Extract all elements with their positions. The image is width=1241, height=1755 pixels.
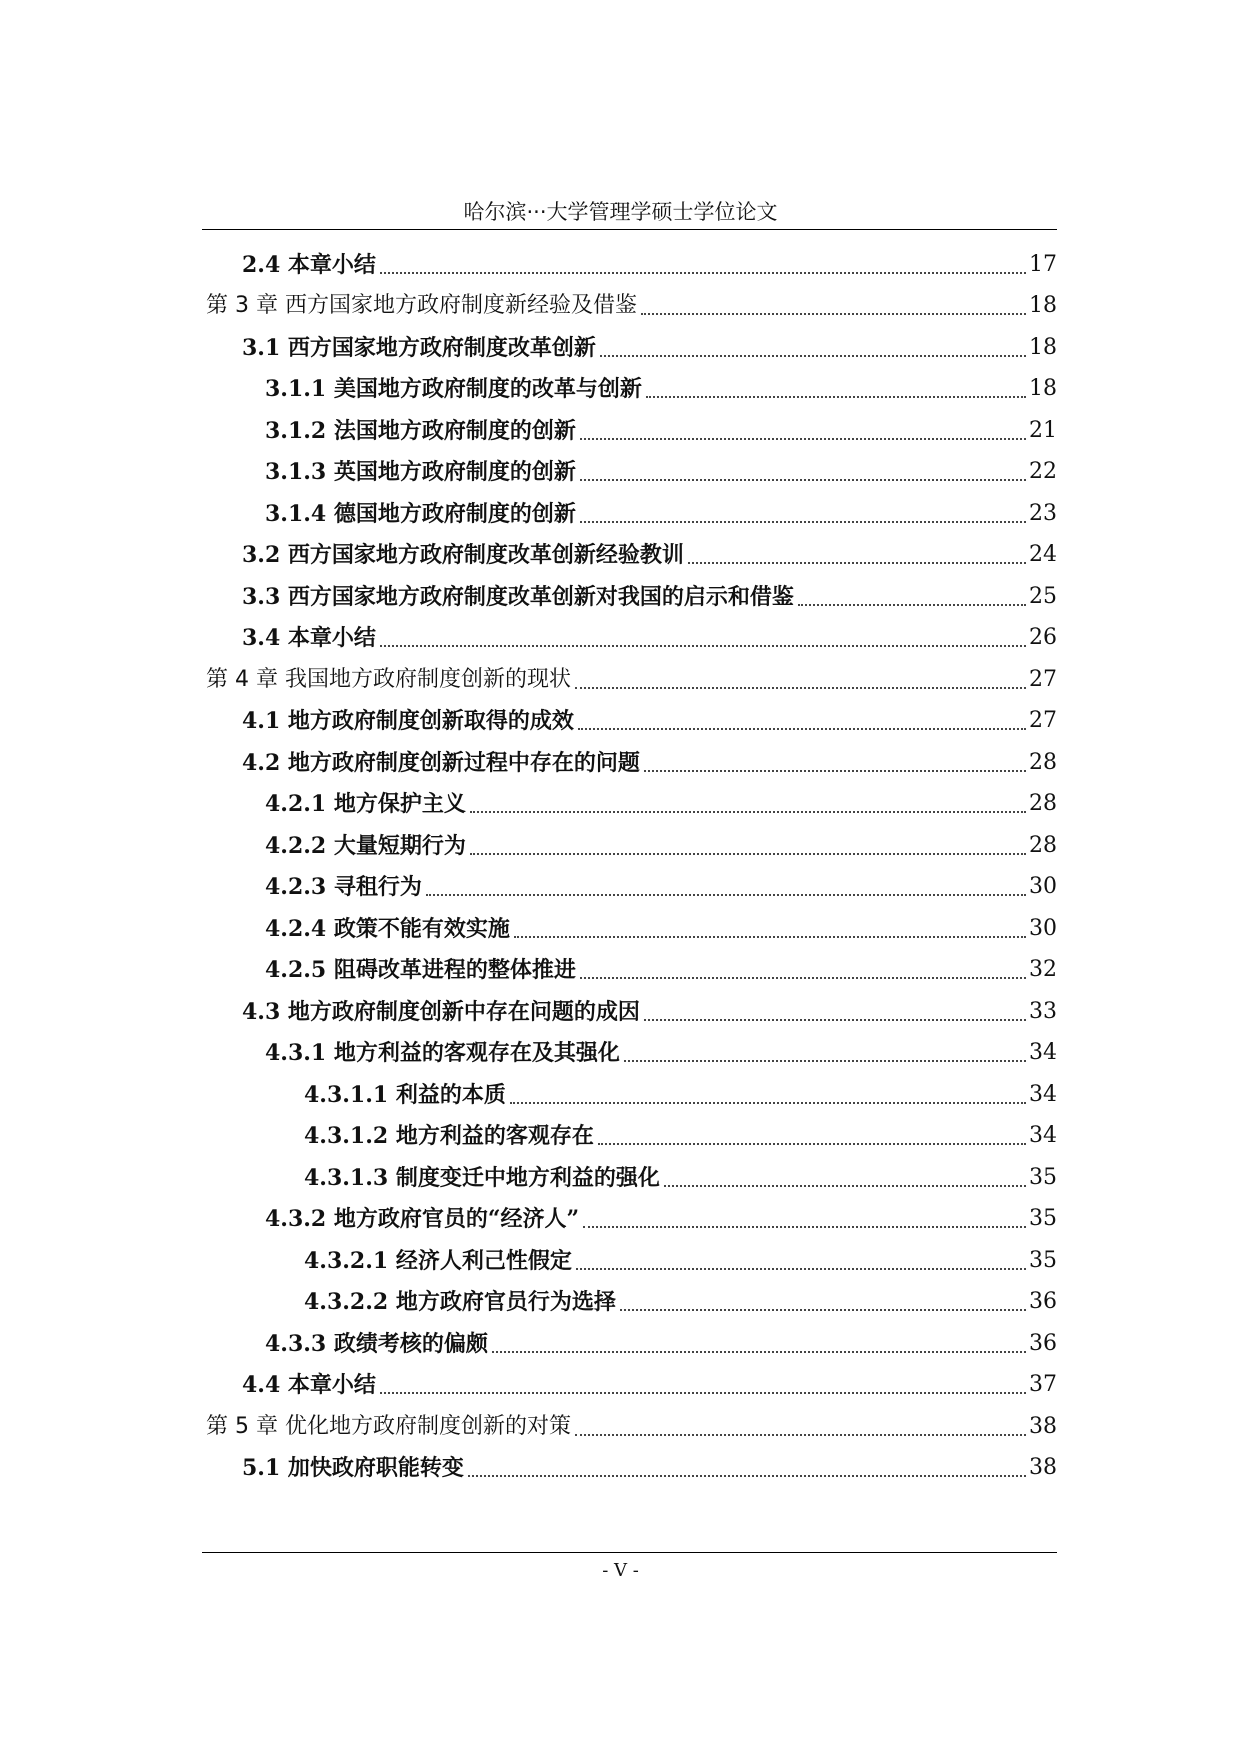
toc-entry[interactable]	[202, 1193, 1057, 1235]
dot-leader	[380, 645, 1026, 647]
toc-entry[interactable]	[202, 1151, 1057, 1193]
dot-leader	[575, 687, 1026, 689]
toc-entry-page-number: 21	[1029, 417, 1057, 443]
toc-entry-label: 4.2 地方政府制度创新过程中存在的问题	[242, 749, 640, 776]
toc-entry-label: 4.3 地方政府制度创新中存在问题的成因	[242, 998, 640, 1025]
toc-entry-page-number: 36	[1029, 1289, 1057, 1314]
toc-entry-page-number: 18	[1029, 334, 1057, 360]
header-rule	[202, 229, 1057, 230]
dot-leader	[624, 1060, 1026, 1062]
toc-entry[interactable]	[202, 570, 1057, 612]
toc-entry-page-number: 22	[1029, 459, 1057, 484]
toc-entry-page-number: 27	[1029, 708, 1057, 733]
toc-entry-label: 4.2.2 大量短期行为	[265, 832, 466, 859]
dot-leader	[575, 1434, 1026, 1436]
dot-leader	[576, 1268, 1026, 1270]
toc-entry-label: 4.2.4 政策不能有效实施	[265, 915, 510, 942]
toc-entry[interactable]	[202, 1234, 1057, 1276]
toc-entry-label: 4.3.3 政绩考核的偏颇	[265, 1330, 488, 1357]
toc-entry[interactable]	[202, 1276, 1057, 1318]
dot-leader	[644, 1019, 1026, 1021]
toc-entry[interactable]	[202, 404, 1057, 446]
toc-entry-page-number: 28	[1029, 749, 1057, 775]
toc-entry-label: 第 3 章 西方国家地方政府制度新经验及借鉴	[206, 293, 637, 318]
dot-leader	[620, 1309, 1026, 1311]
dot-leader	[426, 894, 1026, 896]
toc-entry[interactable]	[202, 985, 1057, 1027]
toc-entry-page-number: 35	[1029, 1206, 1057, 1231]
toc-entry-label: 3.3 西方国家地方政府制度改革创新对我国的启示和借鉴	[242, 583, 794, 610]
dot-leader	[646, 396, 1026, 398]
dot-leader	[688, 562, 1026, 564]
table-of-contents	[202, 238, 1057, 1483]
toc-entry-label: 4.2.5 阻碍改革进程的整体推进	[265, 957, 576, 983]
dot-leader	[492, 1351, 1026, 1353]
dot-leader	[580, 479, 1026, 481]
toc-entry-label: 4.3.2 地方政府官员的“经济人”	[265, 1206, 580, 1232]
toc-entry[interactable]	[202, 612, 1057, 654]
toc-entry-label: 4.2.1 地方保护主义	[265, 791, 466, 817]
toc-chapter-entry[interactable]	[202, 280, 1057, 322]
toc-entry-label: 4.3.1.2 地方利益的客观存在	[304, 1123, 594, 1149]
toc-entry[interactable]	[202, 446, 1057, 488]
toc-entry[interactable]	[202, 819, 1057, 861]
dot-leader	[798, 604, 1026, 606]
toc-entry-label: 4.3.1.1 利益的本质	[304, 1081, 506, 1108]
toc-entry-page-number: 32	[1029, 957, 1057, 982]
dot-leader	[468, 1475, 1026, 1477]
dot-leader	[380, 272, 1026, 274]
toc-chapter-entry[interactable]	[202, 1400, 1057, 1442]
toc-entry[interactable]	[202, 736, 1057, 778]
dot-leader	[380, 1392, 1026, 1394]
toc-entry-page-number: 36	[1029, 1330, 1057, 1356]
toc-entry[interactable]	[202, 695, 1057, 737]
toc-entry-page-number: 34	[1029, 1123, 1057, 1148]
toc-entry-page-number: 30	[1029, 915, 1057, 941]
toc-entry-page-number: 28	[1029, 832, 1057, 858]
toc-entry-label: 4.4 本章小结	[242, 1372, 376, 1398]
toc-entry-label: 3.1.1 美国地方政府制度的改革与创新	[265, 376, 642, 402]
dot-leader	[580, 521, 1026, 523]
page-number: - V -	[602, 1560, 639, 1581]
toc-entry-page-number: 18	[1029, 293, 1057, 318]
toc-entry-label: 3.1.2 法国地方政府制度的创新	[265, 417, 576, 444]
footer-rule	[202, 1552, 1057, 1553]
toc-entry[interactable]	[202, 778, 1057, 820]
toc-entry[interactable]	[202, 487, 1057, 529]
toc-entry-label: 3.1 西方国家地方政府制度改革创新	[242, 334, 596, 361]
toc-entry-page-number: 23	[1029, 500, 1057, 526]
toc-entry[interactable]	[202, 321, 1057, 363]
toc-entry-page-number: 34	[1029, 1081, 1057, 1107]
toc-entry[interactable]	[202, 1442, 1057, 1484]
toc-entry-label: 5.1 加快政府职能转变	[242, 1455, 464, 1481]
toc-entry-label: 4.3.1 地方利益的客观存在及其强化	[265, 1040, 620, 1066]
toc-entry[interactable]	[202, 861, 1057, 903]
dot-leader	[470, 811, 1026, 813]
toc-entry-label: 3.1.3 英国地方政府制度的创新	[265, 459, 576, 485]
toc-entry-page-number: 38	[1029, 1413, 1057, 1439]
toc-entry[interactable]	[202, 1110, 1057, 1152]
toc-entry[interactable]	[202, 238, 1057, 280]
toc-entry-page-number: 17	[1029, 251, 1057, 277]
toc-entry-label: 3.1.4 德国地方政府制度的创新	[265, 500, 576, 527]
toc-entry[interactable]	[202, 944, 1057, 986]
toc-entry-label: 第 4 章 我国地方政府制度创新的现状	[206, 666, 571, 692]
dot-leader	[514, 936, 1026, 938]
toc-entry[interactable]	[202, 1359, 1057, 1401]
toc-entry[interactable]	[202, 902, 1057, 944]
dot-leader	[470, 853, 1026, 855]
toc-entry-label: 4.3.1.3 制度变迁中地方利益的强化	[304, 1164, 660, 1191]
toc-entry-label: 3.4 本章小结	[242, 625, 376, 651]
toc-entry-label: 4.2.3 寻租行为	[265, 874, 422, 900]
running-header-title: 哈尔滨···大学管理学硕士学位论文	[463, 200, 778, 224]
dot-leader	[578, 728, 1026, 730]
dot-leader	[644, 770, 1026, 772]
dot-leader	[600, 355, 1026, 357]
toc-entry-page-number: 28	[1029, 791, 1057, 816]
dot-leader	[580, 977, 1026, 979]
toc-entry-label: 4.3.2.2 地方政府官员行为选择	[304, 1289, 616, 1315]
toc-entry-page-number: 26	[1029, 625, 1057, 650]
toc-entry-page-number: 35	[1029, 1247, 1057, 1273]
toc-entry[interactable]	[202, 1027, 1057, 1069]
dot-leader	[583, 1226, 1026, 1228]
dot-leader	[580, 438, 1026, 440]
dot-leader	[510, 1102, 1026, 1104]
toc-entry[interactable]	[202, 1068, 1057, 1110]
toc-entry-page-number: 33	[1029, 998, 1057, 1024]
toc-entry[interactable]	[202, 1317, 1057, 1359]
toc-entry-label: 2.4 本章小结	[242, 251, 376, 278]
dot-leader	[598, 1143, 1026, 1145]
toc-entry[interactable]	[202, 529, 1057, 571]
toc-entry-page-number: 37	[1029, 1372, 1057, 1397]
toc-entry-page-number: 38	[1029, 1455, 1057, 1480]
toc-entry-label: 第 5 章 优化地方政府制度创新的对策	[206, 1413, 571, 1439]
toc-entry-label: 4.1 地方政府制度创新取得的成效	[242, 708, 574, 734]
dot-leader	[664, 1185, 1026, 1187]
toc-entry-page-number: 24	[1029, 542, 1057, 567]
toc-entry-page-number: 27	[1029, 666, 1057, 692]
toc-entry-page-number: 18	[1029, 376, 1057, 401]
toc-entry-page-number: 34	[1029, 1040, 1057, 1065]
toc-entry-label: 3.2 西方国家地方政府制度改革创新经验教训	[242, 542, 684, 568]
toc-entry-page-number: 25	[1029, 583, 1057, 609]
toc-entry-page-number: 30	[1029, 874, 1057, 899]
toc-entry-page-number: 35	[1029, 1164, 1057, 1190]
toc-chapter-entry[interactable]	[202, 653, 1057, 695]
toc-entry-label: 4.3.2.1 经济人利己性假定	[304, 1247, 572, 1274]
toc-entry[interactable]	[202, 363, 1057, 405]
dot-leader	[641, 313, 1026, 315]
